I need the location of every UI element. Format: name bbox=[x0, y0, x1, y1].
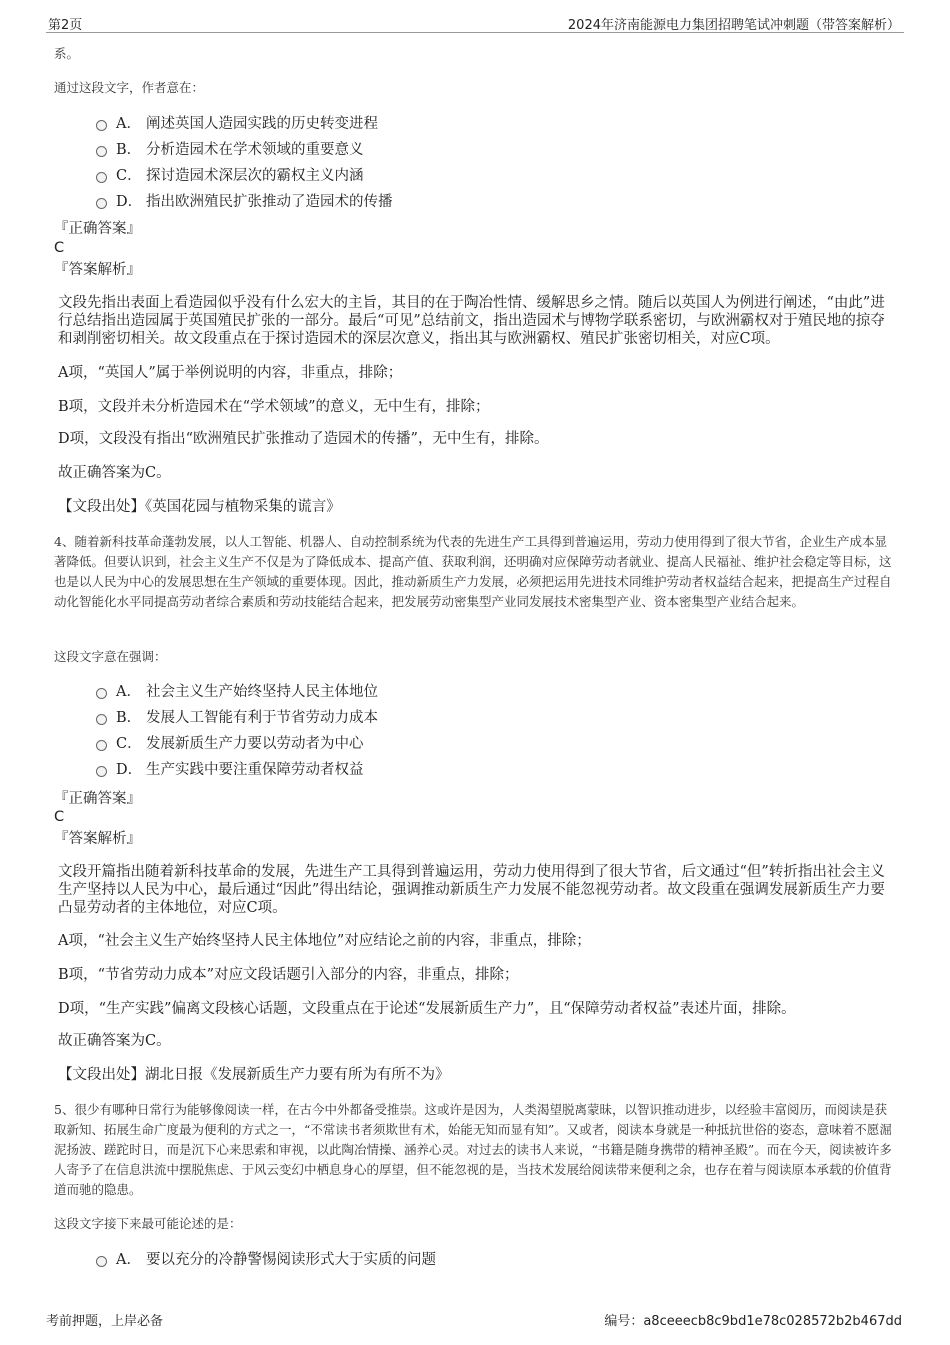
footer-slogan: 考前押题，上岸必备 bbox=[46, 1314, 164, 1329]
q3-answer-label: 『正确答案』 bbox=[54, 221, 141, 237]
radio-icon[interactable] bbox=[96, 198, 107, 209]
q4-prompt: 这段文字意在强调： bbox=[54, 649, 167, 664]
q3-options bbox=[54, 111, 904, 215]
q4-option-b[interactable]: B． 发展人工智能有利于节省劳动力成本 bbox=[54, 705, 904, 731]
q3-conclusion: 故正确答案为C。 bbox=[58, 465, 171, 481]
q3-option-a[interactable]: A． 阐述英国人造园实践的历史转变进程 bbox=[54, 111, 904, 137]
q3-option-b[interactable]: B． 分析造园术在学术领域的重要意义 bbox=[54, 137, 904, 163]
radio-icon[interactable] bbox=[96, 172, 107, 183]
source-title: 《英国花园与植物采集的谎言》 bbox=[145, 499, 341, 515]
q5-options bbox=[54, 1247, 904, 1273]
q4-stem: 4、随着新科技革命蓬勃发展，以人工智能、机器人、自动控制系统为代表的先进生产工具得到普遍运用，劳动力使用得到了很大节省，企业生产成本显著降低。但要认识到，社会主义生产不仅是为了降低成本、提高产值、获取利润，还明确对应保障劳动者就业、提高人民福祉、维护社会稳定等目标，这也是以人民为中心的发展思想在生产领域的重要体现。因此，推动新质生产力发展，必须把运用先进技术同维护劳动者权益结合起来，把提高生产过程自动化智能化水平同提高劳动者综合素质和劳动技能结合起来，把发展劳动密集型产业同发展技术密集型产业、资本密集型产业结合起来。 bbox=[54, 534, 892, 609]
q4-analysis-label: 『答案解析』 bbox=[54, 831, 141, 847]
radio-icon[interactable] bbox=[96, 146, 107, 157]
radio-icon[interactable] bbox=[96, 120, 107, 131]
q5-stem: 5、很少有哪种日常行为能够像阅读一样，在古今中外都备受推崇。这或许是因为，人类渴望脱离蒙昧，以智识推动进步，以经验丰富阅历，而阅读是获取新知、拓展生命广度最为便利的方式之一，“不常读书者须欺世有术，始能无知而显有知”。又或者，阅读本身就是一种抵抗世俗的姿态，意味着不愿淈泥扬波、蹉跎时日，而是沉下心来思索和审视，以此陶冶情操、涵养心灵。对过去的读书人来说，“书籍是随身携带的精神圣殿”。而在今天，阅读被许多人寄予了在信息洪流中摆脱焦虑、于风云变幻中栖息身心的厚望，但不能忽视的是，当技术发展给阅读带来便利之余，也存在着与阅读原本承载的价值背道而驰的隐患。 bbox=[54, 1102, 892, 1197]
q3-analysis-label: 『答案解析』 bbox=[54, 262, 141, 278]
q5-prompt: 这段文字接下来最可能论述的是： bbox=[54, 1216, 242, 1231]
q3-source bbox=[58, 498, 341, 516]
q3-analysis: 文段先指出表面上看造园似乎没有什么宏大的主旨，其目的在于陶冶性情、缓解思乡之情。随后以英国人为例进行阐述，“由此”进行总结指出造园属于英国殖民扩张的一部分。最后“可见”总结前文，指出造园术与博物学联系密切，与欧洲霸权对于殖民地的掠夺和剥削密切相关。故文段重点在于探讨造园术的深层次意义，指出其与欧洲霸权、殖民扩张密切相关，对应C项。 bbox=[58, 295, 885, 347]
radio-icon[interactable] bbox=[96, 766, 107, 777]
q3-option-d-note: D项，文段没有指出“欧洲殖民扩张推动了造园术的传播”，无中生有，排除。 bbox=[58, 431, 549, 447]
radio-icon[interactable] bbox=[96, 714, 107, 725]
q3-stem-tail: 系。 bbox=[54, 46, 80, 61]
q4-option-b-note: B项，“节省劳动力成本”对应文段话题引入部分的内容，非重点，排除； bbox=[58, 967, 519, 983]
source-label: 【文段出处】 bbox=[58, 1067, 145, 1083]
page-header bbox=[46, 12, 904, 33]
code-value: a8ceeecb8c9bd1e78c028572b2b467dd bbox=[643, 1314, 902, 1329]
page-number: 第2页 bbox=[48, 18, 83, 33]
document-code bbox=[604, 1310, 902, 1329]
source-title: 湖北日报《发展新质生产力要有所为有所不为》 bbox=[145, 1067, 450, 1083]
document-title: 2024年济南能源电力集团招聘笔试冲刺题（带答案解析） bbox=[567, 18, 900, 33]
q3-option-d[interactable]: D． 指出欧洲殖民扩张推动了造园术的传播 bbox=[54, 189, 904, 215]
q4-conclusion: 故正确答案为C。 bbox=[58, 1033, 171, 1049]
q4-option-a[interactable]: A． 社会主义生产始终坚持人民主体地位 bbox=[54, 679, 904, 705]
q3-option-c[interactable]: C． 探讨造园术深层次的霸权主义内涵 bbox=[54, 163, 904, 189]
q3-answer: C bbox=[54, 240, 65, 256]
q3-prompt: 通过这段文字，作者意在： bbox=[54, 80, 205, 95]
radio-icon[interactable] bbox=[96, 688, 107, 699]
q3-option-a-note: A项，“英国人”属于举例说明的内容，非重点，排除； bbox=[58, 365, 403, 381]
source-label: 【文段出处】 bbox=[58, 499, 145, 515]
q5-option-a[interactable]: A． 要以充分的冷静警惕阅读形式大于实质的问题 bbox=[54, 1247, 904, 1273]
q4-answer: C bbox=[54, 809, 65, 825]
q4-option-d[interactable]: D． 生产实践中要注重保障劳动者权益 bbox=[54, 757, 904, 783]
q4-options bbox=[54, 679, 904, 783]
q3-option-b-note: B项，文段并未分析造园术在“学术领域”的意义，无中生有，排除； bbox=[58, 399, 490, 415]
code-label: 编号： bbox=[604, 1314, 644, 1329]
radio-icon[interactable] bbox=[96, 1256, 107, 1267]
radio-icon[interactable] bbox=[96, 740, 107, 751]
q4-option-d-note: D项，“生产实践”偏离文段核心话题，文段重点在于论述“发展新质生产力”，且“保障劳动者权益”表述片面，排除。 bbox=[58, 1001, 796, 1017]
q4-answer-label: 『正确答案』 bbox=[54, 791, 141, 807]
q4-source bbox=[58, 1066, 450, 1084]
q4-option-c[interactable]: C． 发展新质生产力要以劳动者为中心 bbox=[54, 731, 904, 757]
q4-option-a-note: A项，“社会主义生产始终坚持人民主体地位”对应结论之前的内容，非重点，排除； bbox=[58, 933, 591, 949]
q4-analysis: 文段开篇指出随着新科技革命的发展，先进生产工具得到普遍运用，劳动力使用得到了很大节省，后文通过“但”转折指出社会主义生产坚持以人民为中心，最后通过“因此”得出结论，强调推动新质生产力发展不能忽视劳动者。故文段重在强调发展新质生产力要凸显劳动者的主体地位，对应C项。 bbox=[58, 864, 885, 916]
